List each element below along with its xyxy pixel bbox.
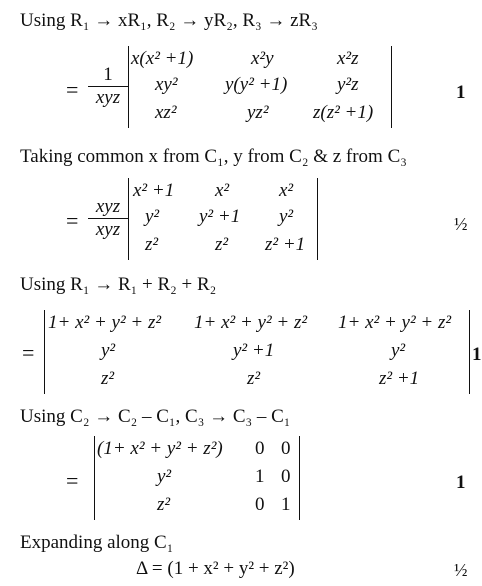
step2-mark: ½ — [454, 214, 468, 234]
step4-cell-0-1: 0 — [255, 438, 265, 459]
step2-frac-num: xyz — [88, 196, 128, 219]
step2-cell-1-0: y² — [145, 206, 160, 227]
step4-cell-1-2: 0 — [281, 466, 291, 487]
step1-cell-1-1: y(y² +1) — [225, 74, 288, 95]
step5-heading: Expanding along C₁ — [20, 532, 174, 553]
step4-mark: 1 — [456, 472, 466, 493]
step4-cell-2-0: z² — [157, 494, 171, 515]
step4-determinant — [94, 436, 300, 520]
step1-cell-2-1: yz² — [247, 102, 269, 123]
step4-cell-2-2: 1 — [281, 494, 291, 515]
step2-cell-2-2: z² +1 — [265, 234, 306, 255]
step4-cell-0-0: (1+ x² + y² + z²) — [97, 438, 223, 459]
step2-determinant — [128, 178, 318, 260]
step2-cell-2-0: z² — [145, 234, 159, 255]
step4-heading: Using C₂ → C₂ – C₁, C₃ → C₃ – C₁ — [20, 406, 291, 427]
step2-cell-2-1: z² — [215, 234, 229, 255]
step1-cell-0-1: x²y — [251, 48, 274, 69]
step4-cell-1-1: 1 — [255, 466, 265, 487]
step4-cell-2-1: 0 — [255, 494, 265, 515]
step1-fraction — [88, 64, 128, 109]
step4-cell-0-2: 0 — [281, 438, 291, 459]
step3-cell-0-0: 1+ x² + y² + z² — [48, 312, 162, 333]
step2-heading: Taking common x from C₁, y from C₂ & z from C₃ — [20, 146, 407, 167]
step2-equals: = — [66, 208, 79, 233]
step1-cell-0-2: x²z — [337, 48, 359, 69]
step4-equals: = — [66, 468, 79, 493]
step3-equals: = — [22, 340, 35, 365]
step2-frac-den: xyz — [95, 219, 121, 240]
step1-cell-0-0: x(x² +1) — [131, 48, 194, 69]
step3-cell-2-2: z² +1 — [379, 368, 420, 389]
step3-cell-0-2: 1+ x² + y² + z² — [338, 312, 452, 333]
step5-mark: ½ — [454, 560, 468, 580]
step1-frac-num: 1 — [88, 64, 128, 87]
step3-mark: 1 — [472, 344, 482, 365]
step1-mark: 1 — [456, 82, 466, 103]
step5-result: Δ = (1 + x² + y² + z²) — [136, 558, 295, 579]
step1-determinant — [128, 46, 392, 128]
step3-determinant — [44, 310, 470, 394]
step3-cell-2-0: z² — [101, 368, 115, 389]
step2-cell-0-2: x² — [279, 180, 294, 201]
step1-cell-2-2: z(z² +1) — [313, 102, 374, 123]
step3-cell-0-1: 1+ x² + y² + z² — [194, 312, 308, 333]
step3-cell-1-1: y² +1 — [233, 340, 275, 361]
step1-frac-den: xyz — [95, 87, 121, 108]
step1-heading: Using R₁ → xR₁, R₂ → yR₂, R₃ → zR₃ — [20, 10, 318, 31]
step1-cell-2-0: xz² — [155, 102, 177, 123]
step2-cell-1-2: y² — [279, 206, 294, 227]
step2-cell-1-1: y² +1 — [199, 206, 241, 227]
step3-heading: Using R₁ → R₁ + R₂ + R₂ — [20, 274, 217, 295]
step3-cell-1-0: y² — [101, 340, 116, 361]
step2-fraction — [88, 196, 128, 241]
step3-cell-2-1: z² — [247, 368, 261, 389]
step3-cell-1-2: y² — [391, 340, 406, 361]
step2-cell-0-1: x² — [215, 180, 230, 201]
step4-cell-1-0: y² — [157, 466, 172, 487]
step1-cell-1-2: y²z — [337, 74, 359, 95]
step1-cell-1-0: xy² — [155, 74, 178, 95]
step2-cell-0-0: x² +1 — [133, 180, 175, 201]
step1-equals: = — [66, 77, 79, 102]
